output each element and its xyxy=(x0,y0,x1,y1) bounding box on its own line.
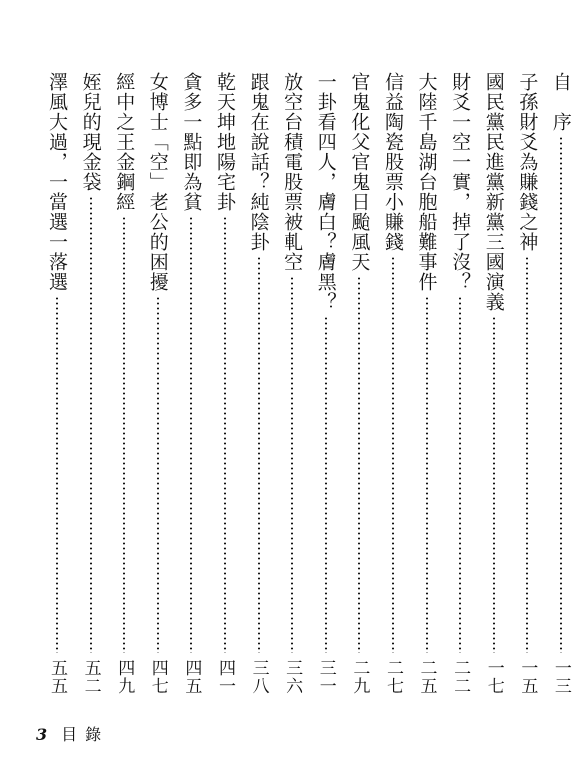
toc-leader-dots xyxy=(358,276,360,653)
toc-entry xyxy=(244,72,274,703)
toc-entry-page: 二二 xyxy=(450,659,471,695)
toc-entry-page: 一五 xyxy=(517,659,538,695)
toc-entry xyxy=(311,72,341,703)
toc-leader-dots xyxy=(526,256,528,653)
toc-entry xyxy=(42,72,72,703)
toc-entry xyxy=(277,72,307,703)
footer-section-label: 目錄 xyxy=(61,725,110,744)
toc-leader-dots xyxy=(493,316,495,653)
toc-entry xyxy=(210,72,240,703)
toc-entry-title: 貪多一點即為貧 xyxy=(180,72,203,212)
toc-leader-dots xyxy=(459,296,461,653)
toc-leader-dots xyxy=(90,196,92,653)
toc-entry xyxy=(176,72,206,703)
toc-entry-page: 一七 xyxy=(483,659,504,695)
toc-leader-dots xyxy=(325,316,327,653)
toc-entry-title: 官鬼化父官鬼日颱風天 xyxy=(348,72,371,272)
toc-leader-dots xyxy=(392,256,394,653)
toc-entry-title: 一卦看四人，膚白？膚黑？ xyxy=(314,72,337,312)
toc-entry-page: 二九 xyxy=(349,659,370,695)
page-footer xyxy=(36,722,109,745)
toc-entry-page: 五五 xyxy=(47,659,67,695)
toc-entry-title: 經中之王金鋼經 xyxy=(113,72,136,212)
toc-entry xyxy=(378,72,408,703)
toc-entry-page: 三八 xyxy=(248,659,269,695)
toc-entry xyxy=(479,72,509,703)
toc-entry-title: 跟鬼在說話？純陰卦 xyxy=(247,72,270,252)
toc-entry-page: 四一 xyxy=(214,659,235,695)
toc-entry-page: 二七 xyxy=(382,659,403,695)
toc-entry-title: 姪兒的現金袋 xyxy=(79,72,102,192)
toc-leader-dots xyxy=(157,296,159,653)
toc-leader-dots xyxy=(560,136,562,653)
toc-entry-title: 大陸千島湖台胞船難事件 xyxy=(415,72,438,292)
footer-page-number: 3 xyxy=(36,725,48,744)
toc-leader-dots xyxy=(224,216,226,653)
toc-entry-page: 三六 xyxy=(282,659,303,695)
toc-entry-title: 國民黨民進黨新黨三國演義 xyxy=(482,72,505,312)
toc-entry xyxy=(512,72,542,703)
toc-entry-page: 五二 xyxy=(80,659,101,695)
toc-entry xyxy=(344,72,374,703)
toc-entry-title: 澤風大過，一當選一落選 xyxy=(46,72,68,292)
toc-entry-page: 四九 xyxy=(114,659,135,695)
toc-entry-page: 二五 xyxy=(416,659,437,695)
toc-entry-title: 財爻一空一實，掉了沒？ xyxy=(449,72,472,292)
toc-entry-page: 四五 xyxy=(181,659,202,695)
toc-entry-title: 乾天坤地陽宅卦 xyxy=(213,72,236,212)
toc-entry-title: 子孫財爻為賺錢之神 xyxy=(516,72,539,252)
toc-entry xyxy=(109,72,139,703)
toc-entry xyxy=(445,72,475,703)
toc-entry-title: 自 序 xyxy=(549,72,572,132)
toc-leader-dots xyxy=(258,256,260,653)
toc-leader-dots xyxy=(426,296,428,653)
toc-entry xyxy=(412,72,442,703)
toc-entry-title: 女博士「空」老公的困擾 xyxy=(146,72,169,292)
toc-entry-page: 一三 xyxy=(550,659,571,695)
toc-leader-dots xyxy=(291,276,293,653)
toc-entry-title: 放空台積電股票被軋空 xyxy=(281,72,304,272)
toc-entry-page: 四七 xyxy=(147,659,168,695)
toc-entry xyxy=(143,72,173,703)
toc-entry-title: 信益陶瓷股票小賺錢 xyxy=(381,72,404,252)
toc-list xyxy=(42,72,576,703)
toc-leader-dots xyxy=(190,216,192,653)
toc-entry xyxy=(546,72,576,703)
toc-entry-page: 三一 xyxy=(315,659,336,695)
toc-leader-dots xyxy=(123,216,125,653)
toc-leader-dots xyxy=(56,296,58,653)
toc-entry xyxy=(76,72,106,703)
